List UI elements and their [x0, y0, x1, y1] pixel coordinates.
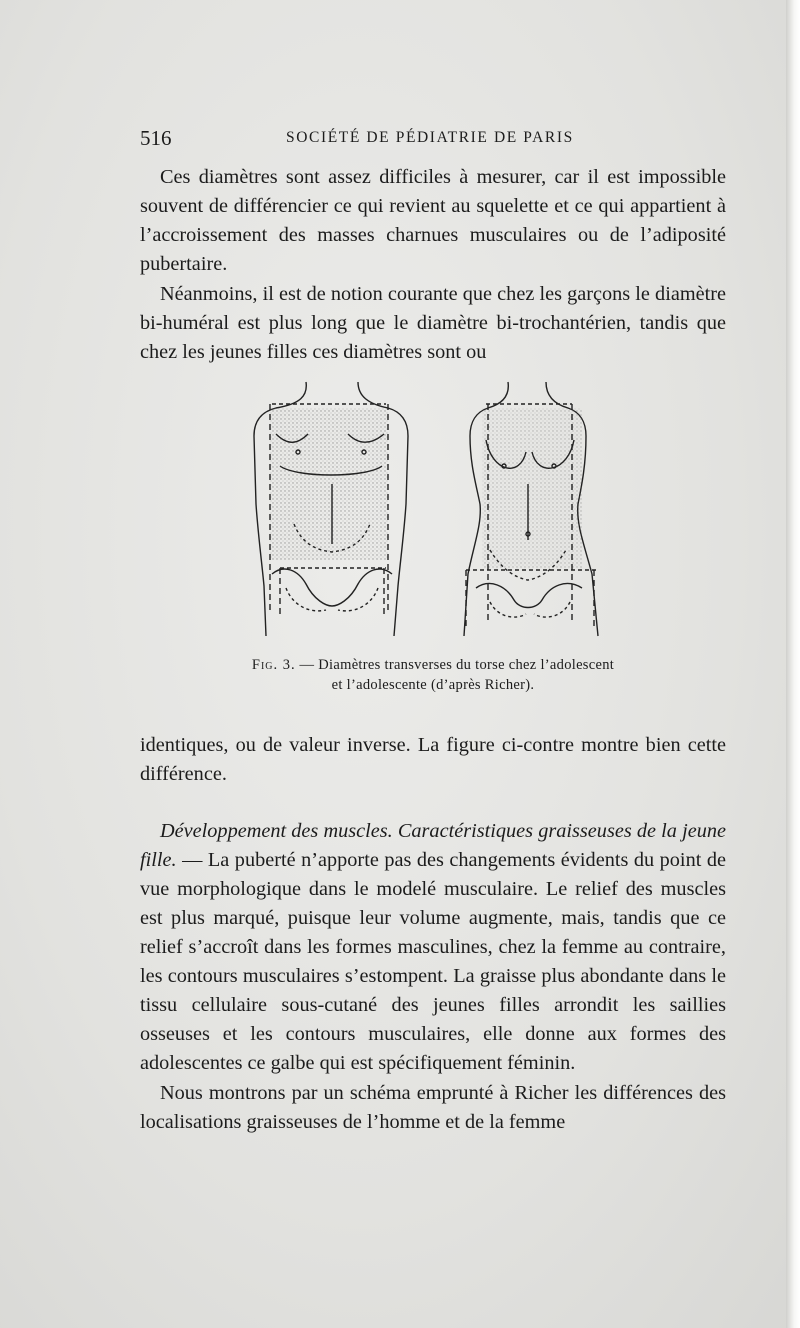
running-head: SOCIÉTÉ DE PÉDIATRIE DE PARIS	[286, 129, 574, 146]
page-header	[140, 126, 726, 152]
paragraph-5	[140, 1079, 726, 1137]
paragraph-3	[140, 731, 726, 789]
paragraph-2-text: Néanmoins, il est de notion courante que chez les garçons le diamètre bi-huméral est plus long que le diamètre bi-trochantérien, tandis que chez les jeunes filles ces diamètres sont ou	[140, 283, 726, 363]
paragraph-1-text: Ces diamètres sont assez difficiles à mesurer, car il est impossible souvent de différencier ce qui revient au squelette et ce qui appartient à l’accroissement des masses charnues musculaires ou de l’adiposité pubertaire.	[140, 166, 726, 275]
paragraph-3-text: identiques, ou de valeur inverse. La figure ci-contre montre bien cette différence.	[140, 734, 726, 785]
page-edge	[786, 0, 800, 1328]
figure-label: Fig. 3.	[251, 657, 296, 673]
caption-text-1: — Diamètres transverses du torse chez l’adolescent	[295, 657, 615, 673]
paragraph-5-text: Nous montrons par un schéma emprunté à Richer les différences des localisations graisseuses de l’homme et de la femme	[140, 1082, 726, 1133]
page-number: 516	[140, 126, 172, 150]
paragraph-2	[140, 280, 726, 367]
male-torso-drawing	[254, 382, 408, 636]
paragraph-4	[140, 817, 726, 1078]
torso-illustration	[236, 374, 616, 642]
figure-caption	[140, 655, 726, 695]
paragraph-4-heading: Développement des muscles. Caractéristiques graisseuses de la jeune fille.	[140, 820, 726, 871]
caption-line-2: et l’adolescente (d’après Richer).	[331, 677, 535, 693]
figure-torso-diameters	[236, 374, 616, 642]
paragraph-1	[140, 163, 726, 279]
caption-line-1	[140, 655, 726, 675]
paragraph-4-text: — La puberté n’apporte pas des changements évidents du point de vue morphologique dans le modelé musculaire. Le relief des muscles est plus marqué, puisque leur volume augmente, mais, tandis que ce relief s’accroît dans les formes masculines, chez la femme au contraire, les contours musculaires s’estompent. La graisse plus abondante dans le tissu cellulaire sous-cutané des jeunes filles arrondit les saillies osseuses et les contours musculaires, elle donne aux formes des adolescentes ce galbe qui est spécifiquement féminin.	[140, 849, 726, 1074]
female-torso-drawing	[464, 382, 598, 636]
